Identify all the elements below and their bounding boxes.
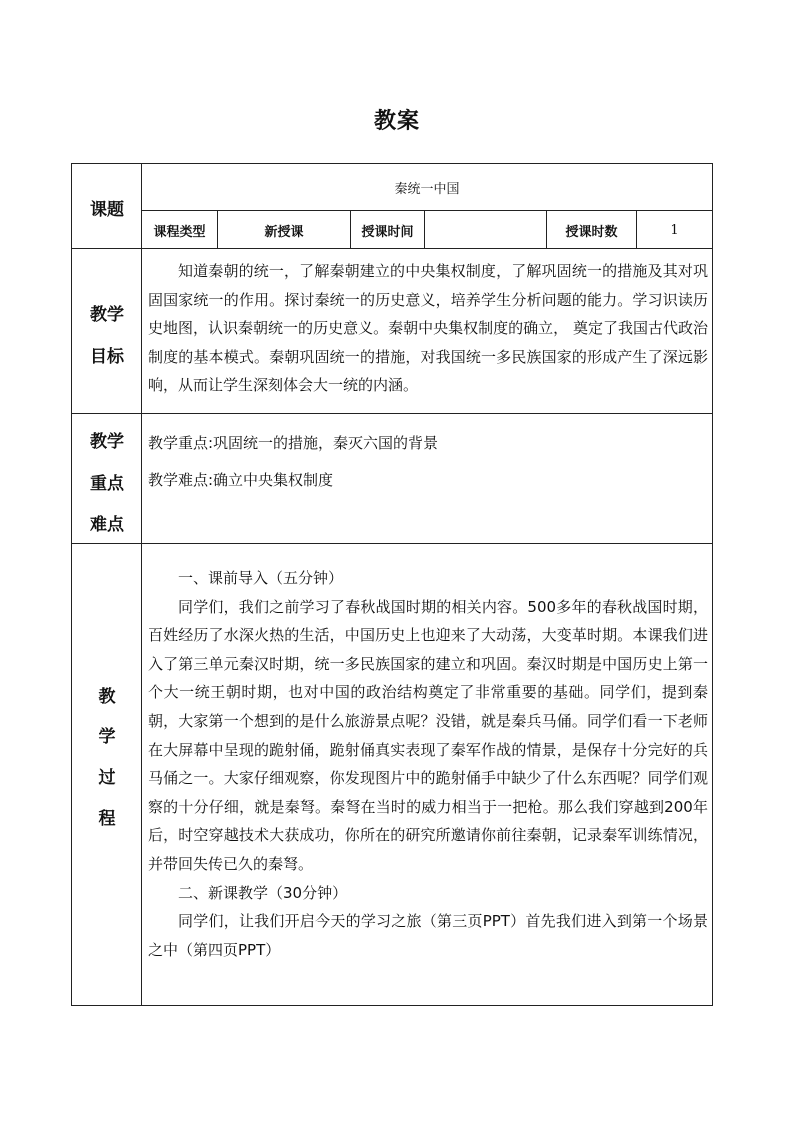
keypoints-label-line2: 重点 xyxy=(90,474,124,494)
course-type-value: 新授课 xyxy=(264,224,304,240)
key-point: 教学重点:巩固统一的措施，秦灭六国的背景 xyxy=(148,434,439,452)
teach-hours-label: 授课时数 xyxy=(565,224,618,240)
topic-value: 秦统一中国 xyxy=(394,182,460,197)
goals-label-line1: 教学 xyxy=(90,305,124,325)
process-text xyxy=(148,564,708,964)
keypoints-label-line3: 难点 xyxy=(90,515,124,535)
topic-label: 课题 xyxy=(90,200,124,220)
goals-label-line2: 目标 xyxy=(90,347,124,367)
course-type-label: 课程类型 xyxy=(153,224,206,240)
process-label-char: 过 xyxy=(98,768,116,788)
keypoints-label-line1: 教学 xyxy=(90,432,124,452)
goals-paragraph: 知道秦朝的统一，了解秦朝建立的中央集权制度，了解巩固统一的措施及其对巩固国家统一的作用。探讨秦统一的历史意义，培养学生分析问题的能力。学习识读历史地图，认识秦朝统一的历史意义。秦朝中央集权制度的确立， 奠定了我国古代政治制度的基本模式。秦朝巩固统一的措施，对我国统一多民族国家的形成产生了深远影响，从而让学生深刻体会大一统的内涵。 xyxy=(148,262,708,395)
teach-hours-value: 1 xyxy=(670,222,679,238)
lesson-plan-table xyxy=(71,163,713,1006)
row-divider xyxy=(72,543,712,544)
keypoints-text xyxy=(148,425,708,499)
page-title: 教案 xyxy=(373,109,420,134)
teach-time-label: 授课时间 xyxy=(361,224,414,240)
goals-text xyxy=(148,257,708,400)
process-paragraph-new: 同学们，让我们开启今天的学习之旅（第三页PPT）首先我们进入到第一个场景之中（第四页PPT） xyxy=(148,912,708,959)
process-paragraph-intro: 同学们，我们之前学习了春秋战国时期的相关内容。500多年的春秋战国时期，百姓经历了水深火热的生活，中国历史上也迎来了大动荡，大变革时期。本课我们进入了第三单元秦汉时期，统一多民族国家的建立和巩固。秦汉时期是中国历史上第一个大一统王朝时期，也对中国的政治结构奠定了非常重要的基础。同学们，提到秦朝，大家第一个想到的是什么旅游景点呢？没错，就是秦兵马俑。同学们看一下老师在大屏幕中呈现的跪射俑，跪射俑真实表现了秦军作战的情景，是保存十分完好的兵马俑之一。大家仔细观察，你发现图片中的跪射俑手中缺少了什么东西呢？同学们观察的十分仔细，就是秦弩。秦弩在当时的威力相当于一把枪。那么我们穿越到200年后，时空穿越技术大获成功，你所在的研究所邀请你前往秦朝，记录秦军训练情况，并带回失传已久的秦弩。 xyxy=(148,597,708,873)
row-divider xyxy=(72,413,712,414)
process-label-char: 学 xyxy=(98,727,116,747)
process-heading-new: 二、新课教学（30分钟） xyxy=(178,883,348,902)
difficult-point: 教学难点:确立中央集权制度 xyxy=(148,471,334,489)
process-label-char: 程 xyxy=(98,809,116,829)
column-divider xyxy=(141,164,142,1005)
process-heading-intro: 一、课前导入（五分钟） xyxy=(178,569,344,587)
process-label-char: 教 xyxy=(98,687,116,707)
teach-time-value xyxy=(425,211,546,249)
